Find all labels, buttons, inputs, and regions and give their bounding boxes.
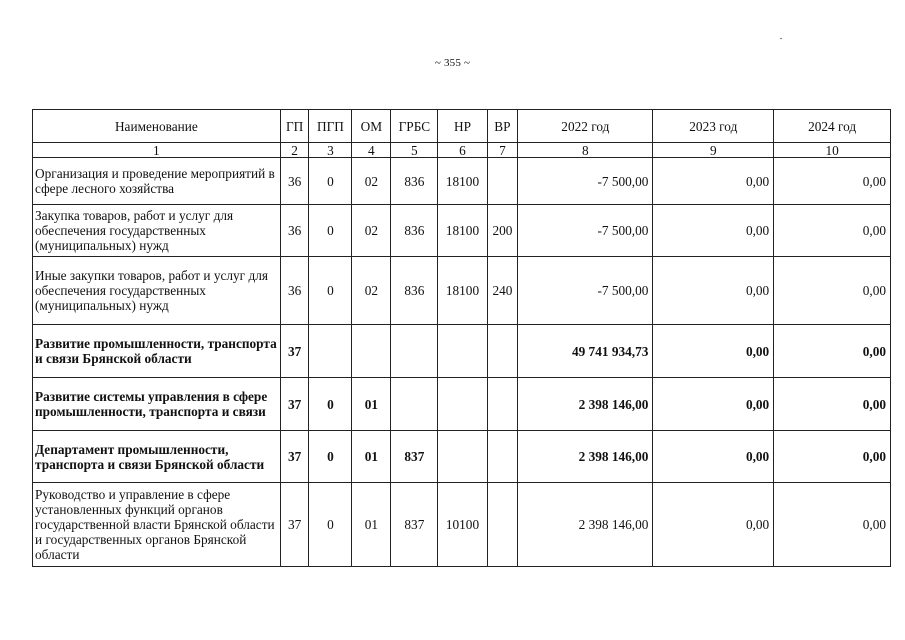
row-2024: 0,00 — [774, 205, 891, 257]
header-gp: ГП — [280, 110, 309, 143]
row-2023: 0,00 — [653, 483, 774, 567]
column-number: 7 — [487, 143, 518, 158]
table-body — [33, 158, 891, 567]
scan-speck — [780, 38, 782, 40]
row-2022: -7 500,00 — [518, 205, 653, 257]
row-grbs: 836 — [391, 158, 438, 205]
row-grbs — [391, 325, 438, 378]
row-gp: 36 — [280, 257, 309, 325]
budget-table — [32, 109, 891, 567]
row-2024: 0,00 — [774, 257, 891, 325]
row-name: Иные закупки товаров, работ и услуг для обеспечения государственных (муниципальных) нужд — [33, 257, 281, 325]
column-number: 2 — [280, 143, 309, 158]
row-gp: 37 — [280, 483, 309, 567]
row-2023: 0,00 — [653, 325, 774, 378]
row-2022: -7 500,00 — [518, 158, 653, 205]
row-2024: 0,00 — [774, 158, 891, 205]
row-om: 02 — [352, 158, 391, 205]
row-pgp: 0 — [309, 205, 352, 257]
header-pgp: ПГП — [309, 110, 352, 143]
header-om: ОМ — [352, 110, 391, 143]
row-grbs: 836 — [391, 257, 438, 325]
row-2023: 0,00 — [653, 158, 774, 205]
row-name: Организация и проведение мероприятий в сфере лесного хозяйства — [33, 158, 281, 205]
row-vr — [487, 325, 518, 378]
row-om: 01 — [352, 431, 391, 483]
row-pgp: 0 — [309, 158, 352, 205]
row-gp: 36 — [280, 205, 309, 257]
column-number: 6 — [438, 143, 487, 158]
row-2024: 0,00 — [774, 431, 891, 483]
table-row — [33, 325, 891, 378]
row-2022: 2 398 146,00 — [518, 431, 653, 483]
row-om: 01 — [352, 483, 391, 567]
row-grbs: 837 — [391, 483, 438, 567]
row-vr — [487, 483, 518, 567]
row-name: Закупка товаров, работ и услуг для обеспечения государственных (муниципальных) нужд — [33, 205, 281, 257]
row-2023: 0,00 — [653, 431, 774, 483]
row-gp: 37 — [280, 378, 309, 431]
row-2022: -7 500,00 — [518, 257, 653, 325]
header-row — [33, 110, 891, 143]
row-vr — [487, 431, 518, 483]
row-pgp: 0 — [309, 483, 352, 567]
row-name: Департамент промышленности, транспорта и связи Брянской области — [33, 431, 281, 483]
table-row — [33, 483, 891, 567]
row-pgp: 0 — [309, 431, 352, 483]
row-pgp: 0 — [309, 378, 352, 431]
column-number-row — [33, 143, 891, 158]
row-om: 02 — [352, 257, 391, 325]
table-row — [33, 158, 891, 205]
header-2024: 2024 год — [774, 110, 891, 143]
table-row — [33, 205, 891, 257]
table-row — [33, 378, 891, 431]
row-vr: 200 — [487, 205, 518, 257]
header-name: Наименование — [33, 110, 281, 143]
row-2024: 0,00 — [774, 378, 891, 431]
row-name: Развитие промышленности, транспорта и связи Брянской области — [33, 325, 281, 378]
row-2022: 2 398 146,00 — [518, 483, 653, 567]
row-pgp: 0 — [309, 257, 352, 325]
column-number: 4 — [352, 143, 391, 158]
row-nr — [438, 325, 487, 378]
row-grbs: 837 — [391, 431, 438, 483]
row-name: Развитие системы управления в сфере промышленности, транспорта и связи — [33, 378, 281, 431]
row-nr: 18100 — [438, 158, 487, 205]
column-number: 10 — [774, 143, 891, 158]
row-nr: 18100 — [438, 257, 487, 325]
row-pgp — [309, 325, 352, 378]
page-number: ~ 355 ~ — [434, 57, 471, 69]
header-nr: НР — [438, 110, 487, 143]
column-number: 9 — [653, 143, 774, 158]
column-number: 8 — [518, 143, 653, 158]
column-number: 3 — [309, 143, 352, 158]
row-om: 02 — [352, 205, 391, 257]
row-nr: 10100 — [438, 483, 487, 567]
row-grbs: 836 — [391, 205, 438, 257]
column-number: 1 — [33, 143, 281, 158]
row-2023: 0,00 — [653, 378, 774, 431]
header-vr: ВР — [487, 110, 518, 143]
row-2024: 0,00 — [774, 325, 891, 378]
table-row — [33, 431, 891, 483]
row-2024: 0,00 — [774, 483, 891, 567]
header-grbs: ГРБС — [391, 110, 438, 143]
header-2023: 2023 год — [653, 110, 774, 143]
column-number: 5 — [391, 143, 438, 158]
row-om — [352, 325, 391, 378]
row-gp: 36 — [280, 158, 309, 205]
row-nr — [438, 378, 487, 431]
row-2022: 2 398 146,00 — [518, 378, 653, 431]
row-om: 01 — [352, 378, 391, 431]
row-vr: 240 — [487, 257, 518, 325]
row-nr — [438, 431, 487, 483]
row-vr — [487, 158, 518, 205]
row-grbs — [391, 378, 438, 431]
row-2023: 0,00 — [653, 205, 774, 257]
table-header — [33, 110, 891, 158]
row-gp: 37 — [280, 431, 309, 483]
row-nr: 18100 — [438, 205, 487, 257]
row-gp: 37 — [280, 325, 309, 378]
row-name: Руководство и управление в сфере установленных функций органов государственной власти Брянской области и государственных органов Брянской области — [33, 483, 281, 567]
row-2022: 49 741 934,73 — [518, 325, 653, 378]
header-2022: 2022 год — [518, 110, 653, 143]
row-vr — [487, 378, 518, 431]
table-row — [33, 257, 891, 325]
row-2023: 0,00 — [653, 257, 774, 325]
